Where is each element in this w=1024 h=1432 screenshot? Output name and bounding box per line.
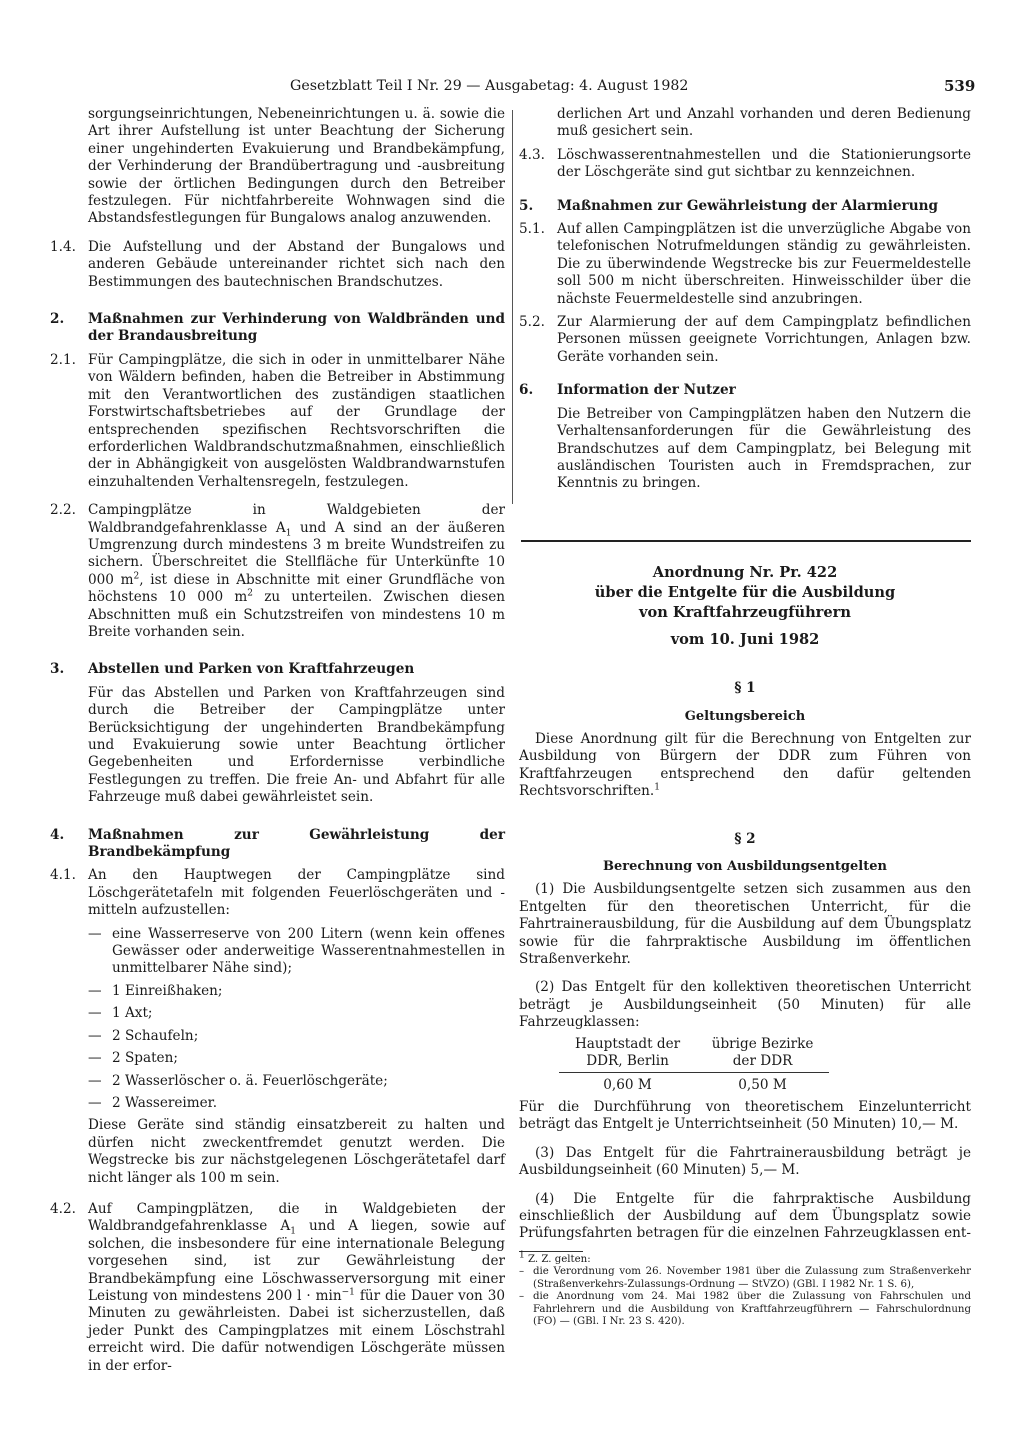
section-4-2 (50, 1201, 505, 1375)
footnote-intro: $^1$ Z. Z. gelten: (519, 1250, 591, 1265)
section-number: 5. (519, 197, 534, 214)
footnote-item: – die Anordnung vom 24. Mai 1982 über die Zulassung von Fahrschulen und Fahrlehrern und die Ausbildung von Kraftfahrzeugführern — Fahrschulordnung (FO) — (GBl. I Nr. 23 S. 420). (519, 1291, 971, 1327)
ordinance-title-line-1: Anordnung Nr. Pr. 422 (652, 563, 838, 581)
section-number: 2.1. (50, 351, 76, 368)
paragraph-1-text: Diese Anordnung gilt für die Berechnung von Entgelten zur Ausbildung von Bürgern der DDR zum Führen von Kraftfahrzeugen entsprechend den dafür geltenden Rechtsvorschriften.$^1$ (519, 730, 971, 800)
section-text: Löschwasserentnahmestellen und die Stationierungsorte der Löschgeräte sind gut sichtbar zu kennzeichnen. (557, 146, 971, 181)
section-3-text: Für das Abstellen und Parken von Kraftfahrzeugen sind durch die Betreiber der Campingplätze unter Berücksichtigung der ungehinderten Brandbekämpfung und Evakuierung sowie unter Beachtung örtlicher Gegebenheiten und Erfordernisse verbindliche Festlegungen zu treffen. Die freie An- und Abfahrt für alle Fahrzeuge muß dabei gewährleistet sein. (88, 684, 505, 806)
paragraph-2-abs-3: (3) Das Entgelt für die Fahrtrainerausbildung beträgt je Ausbildungseinheit (60 Minuten) 5,— M. (519, 1144, 971, 1179)
paragraph-2-sign: § 2 (734, 830, 756, 847)
section-title: Abstellen und Parken von Kraftfahrzeugen (88, 661, 415, 678)
list-item: — 2 Wassereimer. (88, 1094, 218, 1111)
section-4-1 (50, 867, 505, 1187)
section-6-heading (519, 382, 971, 399)
section-4-heading (50, 827, 505, 862)
fee-table-header: Hauptstadt der DDR, Berlin (559, 1036, 696, 1073)
paragraph-1-sign: § 1 (734, 680, 756, 697)
list-item: — eine Wasserreserve von 200 Litern (wenn kein offenes Gewässer oder anderweitige Wasserentnahmestellen in unmittelbarer Nähe sind); (88, 925, 505, 977)
page-number: 539 (944, 77, 976, 95)
continued-paragraph: sorgungseinrichtungen, Nebeneinrichtungen u. ä. sowie die Art ihrer Aufstellung ist unter Beachtung der Sicherung einer ungehinderten Evakuierung und Brandbekämpfung, der Verhinderung der Brandübertragung und -ausbreitung sowie der örtlichen Bedingungen durch den Betreiber festzulegen. Für nichtfahrbereite Wohnwagen sind die Abstandsfestlegungen für Bungalows analog anzuwenden. (88, 106, 505, 227)
section-title: Information der Nutzer (557, 382, 736, 399)
section-title: Maßnahmen zur Gewährleistung der Alarmierung (557, 197, 938, 214)
section-text: Auf allen Campingplätzen ist die unverzügliche Abgabe von telefonischen Notrufmeldungen ständig zu gewährleisten. Die zu überwindende Wegstrecke bis zur Feuermeldestelle soll 500 m nicht überschreiten. Hinweisschilder über die nächste Feuermeldestelle sind anzubringen. (557, 221, 971, 307)
section-5-1 (519, 221, 971, 308)
section-text: Die Aufstellung und der Abstand der Bungalows und anderen Gebäude untereinander richtet sich nach den Bestimmungen des bautechnischen Brandschutzes. (88, 238, 505, 290)
right-column (519, 106, 971, 1328)
fee-table-header: übrige Bezirke der DDR (696, 1036, 829, 1073)
section-outro: Diese Geräte sind ständig einsatzbereit zu halten und dürfen nicht zweckentfremdet genutzt werden. Die Wegstrecke bis zur nächstgelegenen Löschgerätetafel darf nicht länger als 100 m sein. (88, 1117, 505, 1186)
list-item: — 2 Spaten; (88, 1050, 178, 1067)
page-header (0, 78, 1024, 100)
section-number: 6. (519, 382, 534, 399)
footnote-item: – die Verordnung vom 26. November 1981 über die Zulassung zum Straßenverkehr (Straßenverkehrs-Zulassungs-Ordnung — StVZO) (GBl. I 1982 Nr. 1 S. 6), (519, 1266, 971, 1290)
section-2-heading (50, 311, 505, 346)
left-column (50, 106, 505, 1375)
paragraph-2-abs-4: (4) Die Entgelte für die fahrpraktische Ausbildung einschließlich der Ausbildung auf dem Übungsplatz sowie Prüfungsfahrten betragen für die einzelnen Fahrzeugklassen ent- (519, 1190, 971, 1242)
section-intro: An den Hauptwegen der Campingplätze sind Löschgerätetafeln mit folgenden Feuerlöschgeräten und -mitteln aufzustellen: (88, 867, 505, 919)
running-head: Gesetzblatt Teil I Nr. 29 — Ausgabetag: 4. August 1982 (290, 78, 689, 94)
section-2-2 (50, 502, 505, 641)
section-3-heading (50, 661, 505, 678)
section-4-3 (519, 147, 971, 182)
ordinance-title-line-3: von Kraftfahrzeugführern (639, 603, 851, 621)
list-item: — 2 Schaufeln; (88, 1027, 199, 1044)
section-text: Für Campingplätze, die sich in oder in unmittelbarer Nähe von Wäldern befinden, haben die Betreiber in Abstimmung mit den Verantwortlichen des zuständigen staatlichen Forstwirtschaftsbetriebes auf der Grundlage der entsprechenden spezifischen Rechtsvorschriften die erforderlichen Waldbrandschutzmaßnahmen, einschließlich der in Abhängigkeit von ausgelösten Waldbrandwarnstufen einzuhaltenden Verhaltensregeln, festzulegen. (88, 351, 505, 490)
section-number: 3. (50, 661, 65, 678)
paragraph-2-abs-1: (1) Die Ausbildungsentgelte setzen sich zusammen aus den Entgelten für den theoretischen Unterricht, für die Fahrtrainerausbildung, für die Ausbildung auf dem Übungsplatz sowie für die fahrpraktische Ausbildung im öffentlichen Straßenverkehr. (519, 881, 971, 967)
section-text: Auf Campingplätzen, die in Waldgebieten der Waldbrandgefahrenklasse $A_1$ und A liegen, sowie auf solchen, die insbesondere für eine internationale Belegung vorgesehen sind, ist zur Gewährleistung der Brandbekämpfung eine Löschwasserversorgung mit einer Leistung von mindestens 200 $l \cdot \min^{-1}$ für die Dauer von 30 Minuten zu gewährleisten. Dabei ist sicherzustellen, daß jeder Punkt des Campingplatzes mit einem Löschstrahl erreicht wird. Die dafür notwendigen Löschgeräte müssen in der erfor- (88, 1200, 505, 1374)
section-6-text: Die Betreiber von Campingplätzen haben den Nutzern die Verhaltensanforderungen für die Gewährleistung des Brandschutzes auf dem Campingplatz, bei Belegung mit ausländischen Touristen auch in Fremdsprachen, zur Kenntnis zu bringen. (557, 405, 971, 492)
ordinance-date: vom 10. Juni 1982 (670, 630, 820, 648)
section-text: Campingplätze in Waldgebieten der Waldbrandgefahrenklasse $A_1$ und A sind an der äußeren Umgrenzung durch mindestens 3 m breite Wundstreifen zu sichern. Überschreitet die Stellfläche für Unterkünfte 10 000 $m^2$, ist diese in Abschnitte mit einer Grundfläche von höchstens 10 000 $m^2$ zu unterteilen. Zwischen diesen Abschnitten muß ein Schutzstreifen von mindestens 10 m Breite vorhanden sein. (88, 502, 506, 640)
section-title: Maßnahmen zur Verhinderung von Waldbränden und der Brandausbreitung (88, 311, 505, 345)
ordinance-title (519, 563, 971, 648)
section-5-2 (519, 314, 971, 366)
list-item: — 1 Einreißhaken; (88, 982, 223, 999)
section-number: 2. (50, 311, 65, 328)
paragraph-2-title: Berechnung von Ausbildungsentgelten (603, 858, 887, 874)
equipment-list (88, 926, 505, 1113)
footnote-ref: 1 (654, 782, 660, 793)
paragraph-2-abs-2b: Für die Durchführung von theoretischem Einzelunterricht beträgt das Entgelt je Unterrichtseinheit (50 Minuten) 10,— M. (519, 1099, 971, 1133)
section-1-4 (50, 239, 505, 291)
section-divider-rule (521, 540, 971, 542)
fee-table (559, 1036, 829, 1095)
footnote (519, 1250, 971, 1328)
paragraph-1-title: Geltungsbereich (684, 708, 806, 724)
section-number: 1.4. (50, 238, 76, 255)
section-number: 4. (50, 826, 65, 843)
section-number: 2.2. (50, 502, 76, 519)
section-number: 5.1. (519, 221, 545, 238)
section-number: 4.3. (519, 146, 545, 163)
fee-table-cell: 0,60 M (603, 1076, 652, 1093)
section-number: 4.2. (50, 1200, 76, 1217)
section-2-1 (50, 352, 505, 491)
section-title: Maßnahmen zur Gewährleistung der Brandbekämpfung (88, 826, 505, 861)
section-text: Zur Alarmierung der auf dem Campingplatz befindlichen Personen müssen geeignete Vorrichtungen, Anlagen bzw. Geräte vorhanden sein. (557, 314, 971, 365)
section-number: 4.1. (50, 867, 76, 884)
column-divider (512, 110, 513, 504)
footnote-rule (519, 1251, 583, 1252)
list-item: — 2 Wasserlöscher o. ä. Feuerlöschgeräte; (88, 1072, 388, 1089)
ordinance-title-line-2: über die Entgelte für die Ausbildung (594, 583, 896, 601)
list-item: — 1 Axt; (88, 1005, 153, 1022)
fee-table-cell: 0,50 M (738, 1076, 787, 1093)
paragraph-2-abs-2: (2) Das Entgelt für den kollektiven theoretischen Unterricht beträgt je Ausbildungseinheit (50 Minuten) für alle Fahrzeugklassen: (519, 979, 971, 1031)
section-5-heading (519, 198, 971, 215)
continued-paragraph: derlichen Art und Anzahl vorhanden und deren Bedienung muß gesichert sein. (557, 106, 971, 140)
section-number: 5.2. (519, 314, 545, 331)
